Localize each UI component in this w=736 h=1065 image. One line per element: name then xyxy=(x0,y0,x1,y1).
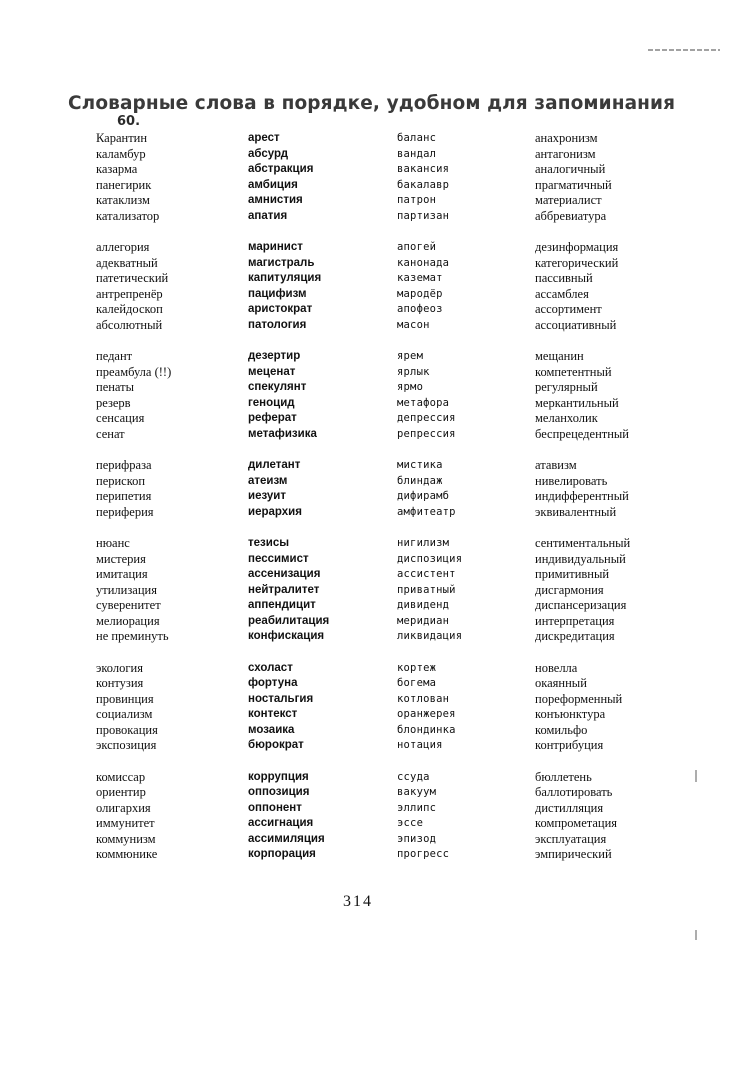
vocabulary-word: аллегория xyxy=(96,240,150,254)
vocabulary-word: мозаика xyxy=(248,723,295,736)
vocabulary-word: метафизика xyxy=(248,427,317,440)
group-gap xyxy=(397,645,462,661)
scan-artifact-mark xyxy=(695,930,697,940)
word-column-4 xyxy=(535,131,630,863)
vocabulary-word: ассамблея xyxy=(535,286,589,301)
vocabulary-word: педант xyxy=(96,349,133,363)
vocabulary-word: иерархия xyxy=(248,505,302,518)
group-gap xyxy=(397,520,462,536)
vocabulary-word: суверенитет xyxy=(96,598,161,612)
group-gap xyxy=(397,333,462,349)
group-gap xyxy=(96,754,171,770)
vocabulary-word: мародёр xyxy=(397,287,443,300)
vocabulary-word: нотация xyxy=(397,739,443,751)
vocabulary-word: иммунитет xyxy=(96,816,155,830)
group-gap xyxy=(535,224,630,240)
group-gap xyxy=(248,333,329,349)
vocabulary-word: социализм xyxy=(96,707,153,721)
vocabulary-word: конфискация xyxy=(248,630,325,642)
vocabulary-word: аббревиатура xyxy=(535,208,607,223)
group-gap xyxy=(96,645,171,661)
vocabulary-word: геноцид xyxy=(248,396,295,409)
vocabulary-word: коммюнике xyxy=(96,847,158,861)
vocabulary-word: богема xyxy=(397,677,437,689)
vocabulary-word: ярлык xyxy=(397,365,430,378)
vocabulary-word: атавизм xyxy=(535,458,577,472)
vocabulary-word: перифраза xyxy=(96,458,152,472)
vocabulary-word: меркантильный xyxy=(535,395,619,410)
vocabulary-word: комиссар xyxy=(96,769,146,784)
vocabulary-word: пацифизм xyxy=(248,287,307,300)
vocabulary-word: примитивный xyxy=(535,567,610,581)
group-gap xyxy=(535,645,630,661)
vocabulary-word: новелла xyxy=(535,660,578,675)
vocabulary-word: баланс xyxy=(397,132,437,144)
vocabulary-word: провинция xyxy=(96,691,154,706)
vocabulary-word: вакансия xyxy=(397,163,450,175)
vocabulary-word: компрометация xyxy=(535,816,618,830)
vocabulary-word: эмпирический xyxy=(535,847,612,861)
vocabulary-word: патология xyxy=(248,318,307,331)
vocabulary-word: перипетия xyxy=(96,489,152,503)
vocabulary-word: аппендицит xyxy=(248,599,316,611)
scan-artifact-mark xyxy=(695,770,697,782)
vocabulary-word: апатия xyxy=(248,209,288,222)
vocabulary-word: мистика xyxy=(397,459,443,471)
vocabulary-word: абсолютный xyxy=(96,317,163,332)
vocabulary-word: спекулянт xyxy=(248,381,307,393)
vocabulary-word: атеизм xyxy=(248,474,288,487)
vocabulary-word: ярем xyxy=(397,350,424,362)
group-gap xyxy=(397,224,462,240)
vocabulary-word: ассимиляция xyxy=(248,832,325,845)
vocabulary-word: депрессия xyxy=(397,412,456,424)
vocabulary-word: вакуум xyxy=(397,786,437,798)
vocabulary-word: оппонент xyxy=(248,801,302,814)
vocabulary-word: дифирамб xyxy=(397,490,450,502)
vocabulary-word: сентиментальный xyxy=(535,536,631,550)
vocabulary-word: нигилизм xyxy=(397,537,450,549)
vocabulary-word: олигархия xyxy=(96,800,151,815)
group-gap xyxy=(535,333,630,349)
word-column-3 xyxy=(397,131,462,863)
vocabulary-word: меридиан xyxy=(397,614,450,627)
vocabulary-word: ассигнация xyxy=(248,817,314,829)
vocabulary-word: имитация xyxy=(96,567,148,581)
vocabulary-word: маринист xyxy=(248,241,303,253)
vocabulary-word: масон xyxy=(397,318,430,331)
vocabulary-word: анахронизм xyxy=(535,131,598,145)
vocabulary-word: коррупция xyxy=(248,770,309,783)
vocabulary-word: нивелировать xyxy=(535,473,608,488)
word-column-1 xyxy=(96,131,171,863)
group-gap xyxy=(248,754,329,770)
vocabulary-word: капитуляция xyxy=(248,272,322,284)
vocabulary-word: ассенизация xyxy=(248,568,321,580)
vocabulary-word: метафора xyxy=(397,396,450,409)
vocabulary-word: диспансеризация xyxy=(535,598,627,612)
vocabulary-word: канонада xyxy=(397,256,450,269)
vocabulary-word: эссе xyxy=(397,817,424,829)
vocabulary-word: мелиорация xyxy=(96,613,160,628)
group-gap xyxy=(535,754,630,770)
vocabulary-word: реабилитация xyxy=(248,614,330,627)
vocabulary-word: корпорация xyxy=(248,848,316,860)
vocabulary-word: амнистия xyxy=(248,194,303,206)
vocabulary-word: амфитеатр xyxy=(397,505,456,518)
vocabulary-word: контрибуция xyxy=(535,738,604,752)
vocabulary-word: адекватный xyxy=(96,255,158,270)
vocabulary-word: реферат xyxy=(248,412,297,424)
vocabulary-word: пассивный xyxy=(535,271,593,285)
vocabulary-word: пессимист xyxy=(248,552,309,565)
vocabulary-word: ассортимент xyxy=(535,302,602,316)
vocabulary-word: каламбур xyxy=(96,146,146,161)
vocabulary-word: ярмо xyxy=(397,381,424,393)
vocabulary-word: сенат xyxy=(96,426,125,441)
vocabulary-word: компетентный xyxy=(535,364,612,379)
vocabulary-word: не преминуть xyxy=(96,629,169,643)
vocabulary-word: ликвидация xyxy=(397,630,463,642)
vocabulary-word: дискредитация xyxy=(535,629,615,643)
group-gap xyxy=(397,442,462,458)
vocabulary-word: ассоциативный xyxy=(535,317,617,332)
vocabulary-word: экспозиция xyxy=(96,738,157,752)
vocabulary-word: дисгармония xyxy=(535,582,604,597)
vocabulary-word: бюллетень xyxy=(535,769,592,784)
vocabulary-word: патетический xyxy=(96,271,169,285)
vocabulary-word: Карантин xyxy=(96,131,148,145)
vocabulary-word: амбиция xyxy=(248,178,298,191)
vocabulary-word: ассистент xyxy=(397,568,456,580)
vocabulary-word: сенсация xyxy=(96,411,145,425)
vocabulary-word: категорический xyxy=(535,255,619,270)
vocabulary-word: преамбула (!!) xyxy=(96,364,172,379)
vocabulary-word: антагонизм xyxy=(535,146,596,161)
vocabulary-word: перископ xyxy=(96,473,146,488)
vocabulary-word: диспозиция xyxy=(397,552,463,565)
vocabulary-word: прогресс xyxy=(397,848,450,860)
vocabulary-word: материалист xyxy=(535,193,602,207)
vocabulary-word: эллипс xyxy=(397,801,437,814)
vocabulary-word: интерпретация xyxy=(535,613,615,628)
group-gap xyxy=(535,442,630,458)
vocabulary-word: дилетант xyxy=(248,459,301,471)
vocabulary-word: меценат xyxy=(248,365,296,378)
vocabulary-word: экология xyxy=(96,660,143,675)
vocabulary-word: панегирик xyxy=(96,177,152,192)
vocabulary-word: дезертир xyxy=(248,350,301,362)
vocabulary-word: тезисы xyxy=(248,537,290,549)
vocabulary-word: комильфо xyxy=(535,722,588,737)
vocabulary-word: ссуда xyxy=(397,770,430,783)
vocabulary-word: эквивалентный xyxy=(535,504,617,519)
vocabulary-word: партизан xyxy=(397,209,450,222)
group-gap xyxy=(248,224,329,240)
group-gap xyxy=(248,442,329,458)
group-gap xyxy=(397,754,462,770)
scan-artifact-line xyxy=(648,49,720,51)
vocabulary-word: нюанс xyxy=(96,536,130,550)
vocabulary-word: апогей xyxy=(397,241,437,253)
vocabulary-word: калейдоскоп xyxy=(96,302,163,316)
vocabulary-word: кортеж xyxy=(397,661,437,674)
vocabulary-word: индифферентный xyxy=(535,489,629,503)
vocabulary-word: арест xyxy=(248,132,280,144)
vocabulary-word: контузия xyxy=(96,676,144,690)
vocabulary-word: индивидуальный xyxy=(535,551,626,566)
group-gap xyxy=(248,645,329,661)
vocabulary-word: оппозиция xyxy=(248,786,310,798)
vocabulary-word: окаянный xyxy=(535,676,587,690)
vocabulary-word: репрессия xyxy=(397,427,456,440)
vocabulary-word: пенаты xyxy=(96,380,135,394)
vocabulary-word: патрон xyxy=(397,194,437,206)
vocabulary-word: ориентир xyxy=(96,785,146,799)
vocabulary-word: нейтралитет xyxy=(248,583,320,596)
group-gap xyxy=(96,442,171,458)
vocabulary-word: каземат xyxy=(397,272,443,284)
vocabulary-word: бюрократ xyxy=(248,739,304,751)
group-gap xyxy=(96,333,171,349)
vocabulary-word: дезинформация xyxy=(535,240,619,254)
vocabulary-word: вандал xyxy=(397,147,437,160)
vocabulary-word: резерв xyxy=(96,395,131,410)
page-title: Словарные слова в порядке, удобном для запоминания xyxy=(68,93,676,114)
vocabulary-word: эксплуатация xyxy=(535,831,607,846)
vocabulary-word: дивиденд xyxy=(397,599,450,611)
vocabulary-word: апофеоз xyxy=(397,303,443,315)
section-number: 60. xyxy=(117,114,141,129)
vocabulary-word: беспрецедентный xyxy=(535,426,630,441)
vocabulary-word: мистерия xyxy=(96,551,146,566)
vocabulary-word: блиндаж xyxy=(397,474,443,487)
vocabulary-word: магистраль xyxy=(248,256,315,269)
vocabulary-word: контекст xyxy=(248,708,298,720)
group-gap xyxy=(96,520,171,536)
vocabulary-word: оранжерея xyxy=(397,708,456,720)
vocabulary-word: фортуна xyxy=(248,677,298,689)
vocabulary-word: иезуит xyxy=(248,490,286,502)
vocabulary-word: антрепренёр xyxy=(96,286,163,301)
vocabulary-word: схоласт xyxy=(248,661,293,674)
vocabulary-word: утилизация xyxy=(96,582,157,597)
vocabulary-word: приватный xyxy=(397,583,456,596)
vocabulary-word: абсурд xyxy=(248,147,289,160)
vocabulary-word: меланхолик xyxy=(535,411,598,425)
vocabulary-word: мещанин xyxy=(535,349,584,363)
group-gap xyxy=(535,520,630,536)
vocabulary-word: катаклизм xyxy=(96,193,150,207)
vocabulary-word: дистилляция xyxy=(535,800,604,815)
vocabulary-word: прагматичный xyxy=(535,177,612,192)
vocabulary-word: эпизод xyxy=(397,832,437,845)
vocabulary-word: катализатор xyxy=(96,208,160,223)
vocabulary-word: ностальгия xyxy=(248,692,314,705)
vocabulary-word: периферия xyxy=(96,504,154,519)
page-number: 314 xyxy=(343,893,373,910)
vocabulary-word: блондинка xyxy=(397,723,456,736)
vocabulary-word: бакалавр xyxy=(397,178,450,191)
vocabulary-word: абстракция xyxy=(248,163,314,175)
word-column-2 xyxy=(248,131,329,863)
group-gap xyxy=(96,224,171,240)
vocabulary-word: аристократ xyxy=(248,303,313,315)
vocabulary-word: аналогичный xyxy=(535,162,606,176)
vocabulary-word: регулярный xyxy=(535,380,598,394)
group-gap xyxy=(248,520,329,536)
vocabulary-word: провокация xyxy=(96,722,158,737)
vocabulary-word: казарма xyxy=(96,162,138,176)
vocabulary-word: пореформенный xyxy=(535,691,623,706)
vocabulary-word: конъюнктура xyxy=(535,707,606,721)
vocabulary-word: коммунизм xyxy=(96,831,156,846)
vocabulary-word: котлован xyxy=(397,692,450,705)
vocabulary-word: баллотировать xyxy=(535,785,613,799)
